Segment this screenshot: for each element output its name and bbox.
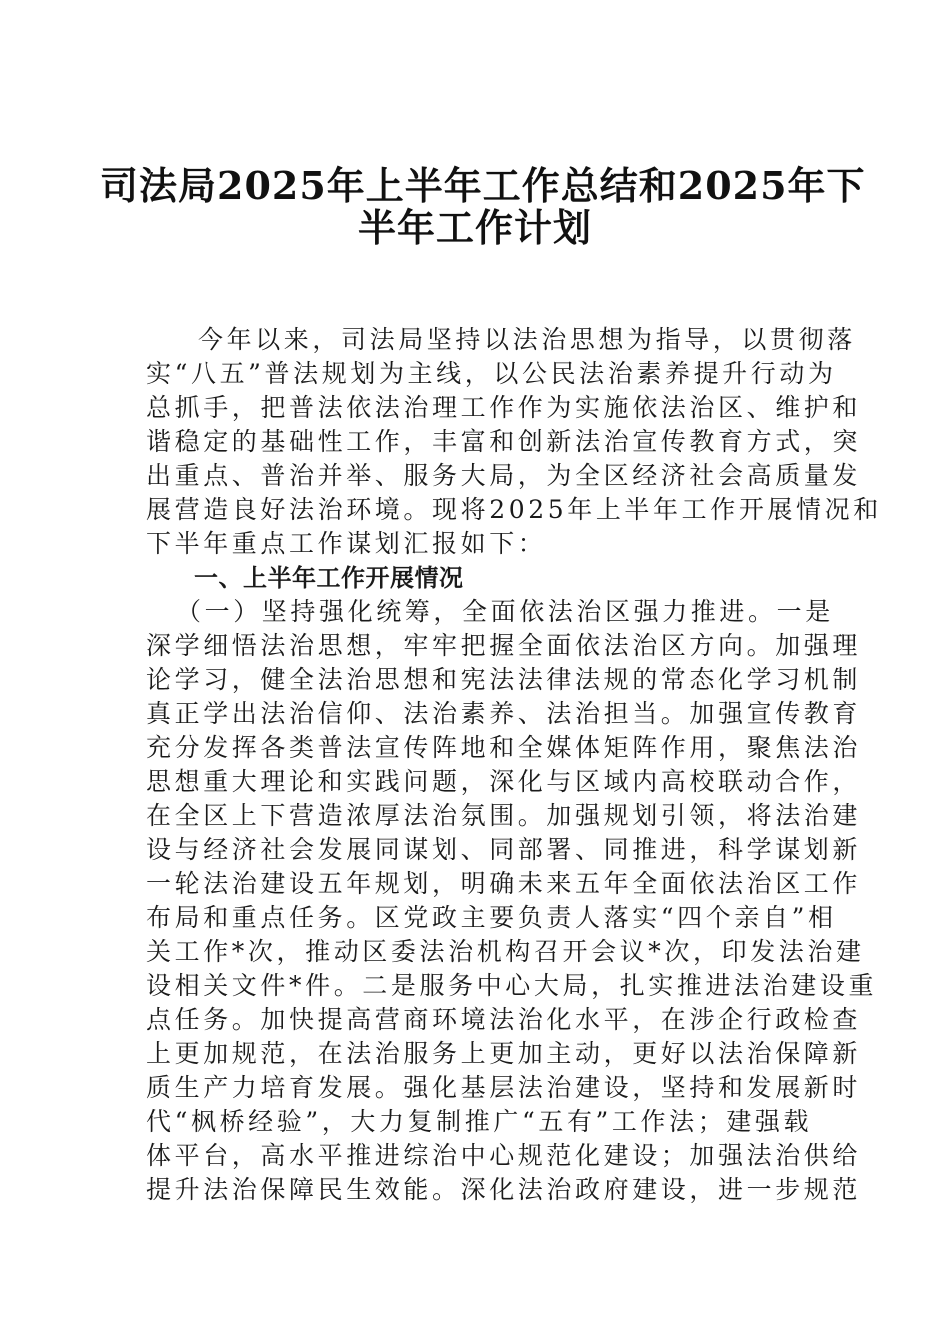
paragraph-line: 实“八五”普法规划为主线，以公民法治素养提升行动为 <box>146 359 837 388</box>
paragraph-line: 提升法治保障民生效能。深化法治政府建设，进一步规范 <box>146 1175 862 1204</box>
paragraph-line: 关工作*次，推动区委法治机构召开会议*次，印发法治建 <box>146 937 865 966</box>
paragraph-line: 展营造良好法治环境。现将2025年上半年工作开展情况和 <box>146 495 882 524</box>
paragraph-line: 真正学出法治信仰、法治素养、法治担当。加强宣传教育 <box>146 699 862 728</box>
paragraph-line: 一轮法治建设五年规划，明确未来五年全面依法治区工作 <box>146 869 862 898</box>
paragraph-line: （一）坚持强化统筹，全面依法治区强力推进。一是 <box>176 597 834 626</box>
paragraph-line: 充分发挥各类普法宣传阵地和全媒体矩阵作用，聚焦法治 <box>146 733 862 762</box>
document-title-line-1: 司法局2025年上半年工作总结和2025年下 <box>100 163 866 208</box>
paragraph-line: 体平台，高水平推进综治中心规范化建设；加强法治供给 <box>146 1141 862 1170</box>
paragraph-line: 出重点、普治并举、服务大局，为全区经济社会高质量发 <box>146 461 862 490</box>
paragraph-line: 设与经济社会发展同谋划、同部署、同推进，科学谋划新 <box>146 835 862 864</box>
section-heading: 一、上半年工作开展情况 <box>194 564 464 592</box>
paragraph-line: 深学细悟法治思想，牢牢把握全面依法治区方向。加强理 <box>146 631 862 660</box>
paragraph-line: 谐稳定的基础性工作，丰富和创新法治宣传教育方式，突 <box>146 427 862 456</box>
paragraph-line: 下半年重点工作谋划汇报如下： <box>146 529 547 558</box>
paragraph-line: 布局和重点任务。区党政主要负责人落实“四个亲自”相 <box>146 903 837 932</box>
paragraph-line: 论学习，健全法治思想和宪法法律法规的常态化学习机制 <box>146 665 862 694</box>
paragraph-line: 上更加规范，在法治服务上更加主动，更好以法治保障新 <box>146 1039 862 1068</box>
paragraph-line: 代“枫桥经验”，大力复制推广“五有”工作法；建强载 <box>146 1107 813 1136</box>
document-title-line-2: 半年工作计划 <box>357 205 592 250</box>
paragraph-line: 思想重大理论和实践问题，深化与区域内高校联动合作， <box>146 767 862 796</box>
paragraph-line: 点任务。加快提高营商环境法治化水平，在涉企行政检查 <box>146 1005 862 1034</box>
document-body <box>146 323 882 1207</box>
paragraph-line: 设相关文件*件。二是服务中心大局，扎实推进法治建设重 <box>146 971 878 1000</box>
paragraph-line: 总抓手，把普法依法治理工作作为实施依法治区、维护和 <box>146 393 862 422</box>
paragraph-line: 在全区上下营造浓厚法治氛围。加强规划引领，将法治建 <box>146 801 862 830</box>
paragraph-line: 今年以来，司法局坚持以法治思想为指导，以贯彻落 <box>198 325 856 354</box>
paragraph-line: 质生产力培育发展。强化基层法治建设，坚持和发展新时 <box>146 1073 862 1102</box>
